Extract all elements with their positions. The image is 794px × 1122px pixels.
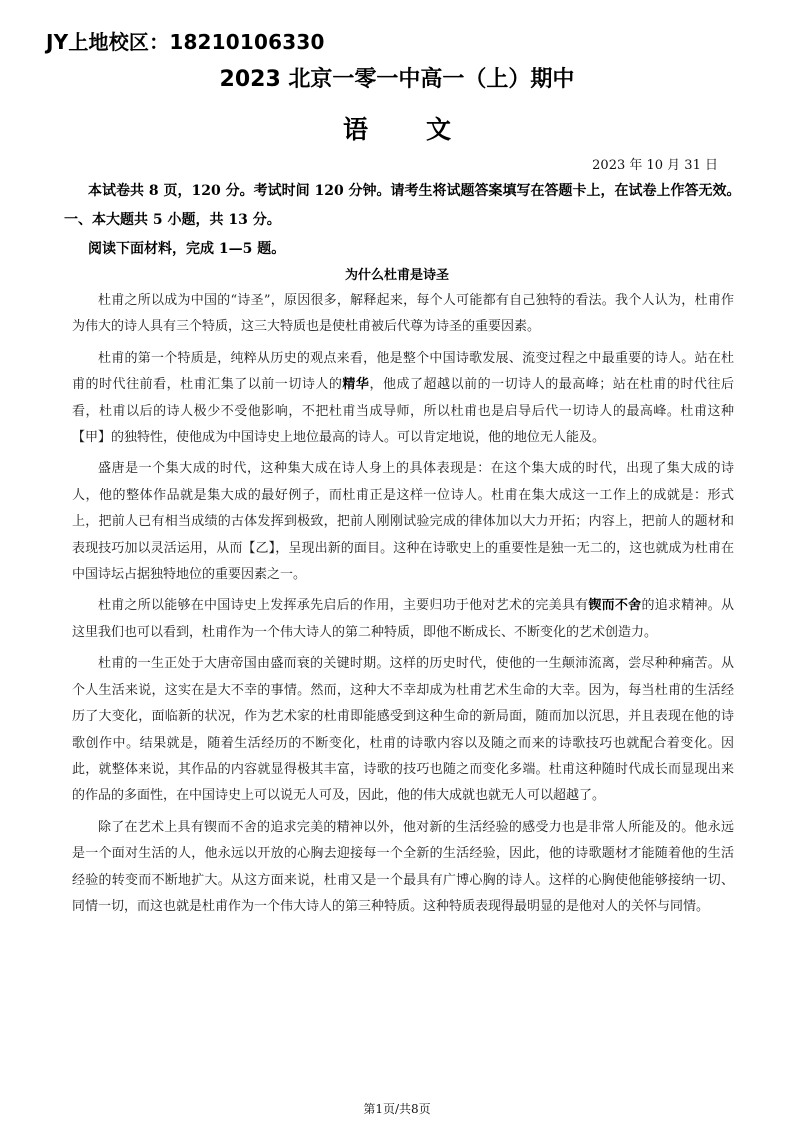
exam-subject: 语文 (342, 115, 509, 144)
article-paragraph-4 (72, 593, 734, 646)
reading-prompt: 阅读下面材料，完成 1—5 题。 (88, 241, 286, 257)
article-paragraph-6: 除了在艺术上具有锲而不舍的追求完美的精神以外，他对新的生活经验的感受力也是非常人所能及的。他永远是一个面对生活的人，他永远以开放的心胸去迎接每一个全新的生活经验，因此，他的诗歌题材才能随着他的生活经验的转变而不断地扩大。从这方面来说，杜甫又是一个最具有广博心胸的诗人。这样的心胸使他能够接纳一切、同情一切，而这也就是杜甫作为一个伟大诗人的第三种特质。这种特质表现得最明显的是他对人的关怀与同情。 (72, 819, 734, 914)
paragraph-2-text-b: ，他成了超越以前的一切诗人的最高峰；站在杜甫的时代往后看，杜甫以后的诗人极少不受他影响，不把杜甫当成导师，所以杜甫也是启导后代一切诗人的最高峰。杜甫这种【甲】的独特性，使他成为中国诗史上地位最高的诗人。可以肯定地说，他的地位无人能及。 (72, 377, 734, 446)
section-heading: 一、本大题共 5 小题，共 13 分。 (64, 212, 281, 228)
paragraph-4-text-a: 杜甫之所以能够在中国诗史上发挥承先启后的作用，主要归功于他对艺术的完美具有 (98, 598, 589, 614)
article-title: 为什么杜甫是诗圣 (344, 268, 449, 283)
exam-title: 2023 北京一零一中高一（上）期中 (219, 67, 575, 92)
header-contact: JY上地校区：18210106330 (46, 30, 325, 54)
page-indicator: 第1页/共8页 (363, 1102, 431, 1116)
article-paragraph-1: 杜甫之所以成为中国的“诗圣”，原因很多，解释起来，每个人可能都有自己独特的看法。我个人认为，杜甫作为伟大的诗人具有三个特质，这三大特质也是使杜甫被后代尊为诗圣的重要因素。 (72, 293, 734, 335)
exam-instructions: 本试卷共 8 页，120 分。考试时间 120 分钟。请考生将试题答案填写在答题卡上，在试卷上作答无效。 (88, 183, 741, 199)
article-paragraph-3: 盛唐是一个集大成的时代，这种集大成在诗人身上的具体表现是：在这个集大成的时代，出现了集大成的诗人，他的整体作品就是集大成的最好例子，而杜甫正是这样一位诗人。杜甫在集大成这一工作上的成就是：形式上，把前人已有相当成绩的古体发挥到极致，把前人刚刚试验完成的律体加以大力开拓；内容上，把前人的题材和表现技巧加以灵活运用，从而【乙】，呈现出新的面目。这种在诗歌史上的重要性是独一无二的，这也就成为杜甫在中国诗坛占据独特地位的重要因素之一。 (72, 461, 734, 583)
article-paragraph-2 (72, 346, 734, 452)
highlight-jinghua: 精华 (342, 377, 370, 393)
article-paragraph-5: 杜甫的一生正处于大唐帝国由盛而衰的关键时期。这样的历史时代，使他的一生颠沛流离，尝尽种种痛苦。从个人生活来说，这实在是大不幸的事情。然而，这种大不幸却成为杜甫艺术生命的大幸。因为，每当杜甫的生活经历了大变化，面临新的状况，作为艺术家的杜甫即能感受到这种生命的新局面，随而加以沉思，并且表现在他的诗歌创作中。结果就是，随着生活经历的不断变化，杜甫的诗歌内容以及随之而来的诗歌技巧也就配合着变化。因此，就整体来说，其作品的内容就显得极其丰富，诗歌的技巧也随之而变化多端。杜甫这种随时代成长而显现出来的作品的多面性，在中国诗史上可以说无人可及，因此，他的伟大成就也就无人可以超越了。 (72, 656, 734, 804)
exam-date: 2023 年 10 月 31 日 (592, 158, 718, 173)
paragraph-4-text-b: 的追求精神。从这里我们也可以看到，杜甫作为一个伟大诗人的第二种特质，即他不断成长、不断变化的艺术创造力。 (72, 598, 734, 640)
highlight-qieerbushe: 锲而不舍 (588, 598, 642, 614)
paragraph-2-text-a: 杜甫的第一个特质是，纯粹从历史的观点来看，他是整个中国诗歌发展、流变过程之中最重要的诗人。站在杜甫的时代往前看，杜甫汇集了以前一切诗人的 (72, 350, 734, 393)
article-body (72, 288, 734, 920)
